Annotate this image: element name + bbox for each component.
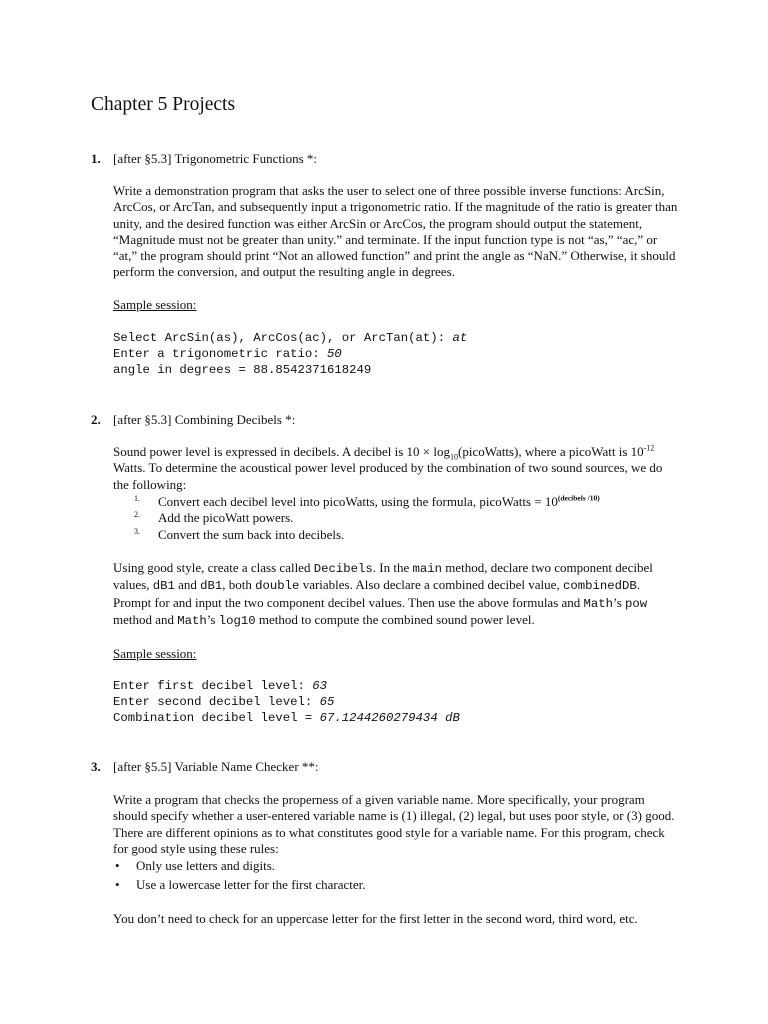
text: Using good style, create a class called bbox=[113, 560, 314, 575]
text: . In the bbox=[372, 560, 413, 575]
text: variables. Also declare a combined decibel value, bbox=[299, 577, 563, 593]
project-2-heading bbox=[91, 412, 295, 428]
session-input: 65 bbox=[319, 695, 335, 709]
code-text: dB1 bbox=[200, 579, 223, 594]
session-line bbox=[113, 710, 679, 726]
closing-paragraph: You don’t need to check for an uppercase letter for the first letter in the second word, third word, etc. bbox=[113, 911, 638, 926]
text: ’s bbox=[613, 594, 625, 610]
list-item bbox=[113, 510, 673, 526]
description-paragraph: Write a program that checks the properness of a given variable name. More specifically, your program should specify whether a user-entered variable name is (1) illegal, (2) legal, but uses poor style, or (3) good. There are different opinions as to what constitutes good style for a variable name. For this program, check for good style using these rules: bbox=[113, 792, 675, 856]
code-text: pow bbox=[625, 596, 648, 611]
project-1-description bbox=[113, 183, 679, 281]
project-1-heading bbox=[91, 151, 317, 167]
list-item bbox=[113, 877, 673, 893]
bullet-icon: • bbox=[115, 858, 120, 873]
intro-text: (picoWatts), where a picoWatt is 10 bbox=[458, 444, 644, 459]
code-text: double bbox=[255, 579, 300, 594]
session-line bbox=[113, 694, 679, 710]
text: , both bbox=[222, 577, 256, 593]
code-text: combinedDB bbox=[562, 579, 637, 594]
description-paragraph: Write a demonstration program that asks the user to select one of three possible inverse functions: ArcSin, ArcCos, or ArcTan, and subsequently input a trigonometric ratio. If the magnitude of the ratio is greater than unity, and the desired function was either ArcSin or ArcCos, the program should output the statement, “Magnitude must not be greater than unity.” and terminate. If the input function type is not “as,” “ac,” or “at,” the program should print “Not an allowed function” and print the angle as “NaN.” Otherwise, it should perform the conversion, and output the resulting angle in degrees. bbox=[113, 183, 678, 280]
times-symbol: × bbox=[422, 444, 431, 459]
step-text: Convert each decibel level into picoWatts, using the formula, picoWatts = 10 bbox=[158, 494, 558, 509]
step-exponent: (decibels /10) bbox=[557, 493, 600, 503]
step-number: 1. bbox=[134, 494, 140, 503]
step-text: Add the picoWatt powers. bbox=[158, 510, 294, 526]
project-number: 1. bbox=[91, 151, 101, 166]
bullet-text: Use a lowercase letter for the first character. bbox=[136, 876, 366, 892]
step-number: 2. bbox=[134, 510, 140, 520]
steps-list bbox=[113, 494, 673, 543]
intro-text: Watts. To determine the acoustical power level produced by the combination of two sound sources, we do the following: bbox=[113, 460, 663, 492]
session-prompt: angle in degrees = 88.8542371618249 bbox=[113, 363, 372, 377]
code-text: Math bbox=[583, 596, 614, 611]
session-line bbox=[113, 330, 679, 346]
project-number: 3. bbox=[91, 759, 101, 774]
code-text: main bbox=[412, 562, 443, 576]
project-heading-text: [after §5.3] Trigonometric Functions *: bbox=[113, 151, 318, 166]
sample-session-label bbox=[113, 646, 679, 662]
project-2-session bbox=[113, 678, 679, 726]
session-prompt: Enter second decibel level: bbox=[113, 695, 320, 709]
list-item bbox=[113, 858, 673, 874]
sample-session-label bbox=[113, 297, 679, 313]
log-base: 10 bbox=[450, 452, 458, 462]
session-input: 67.1244260279434 dB bbox=[319, 711, 460, 725]
project-3-heading bbox=[91, 759, 319, 775]
project-number: 2. bbox=[91, 412, 101, 427]
intro-paragraph bbox=[113, 444, 679, 493]
intro-text: Sound power level is expressed in decibels. A decibel is 10 bbox=[113, 444, 423, 459]
text: . Prompt for and input the two component decibel values. Then use the above formulas and bbox=[113, 577, 640, 610]
code-text: log10 bbox=[218, 613, 256, 628]
session-input: 63 bbox=[312, 679, 328, 693]
text: method and bbox=[113, 611, 178, 627]
list-item bbox=[113, 527, 673, 543]
session-line bbox=[113, 678, 679, 694]
sample-label: Sample session: bbox=[113, 297, 197, 312]
project-3-description bbox=[113, 792, 679, 857]
code-text: Decibels bbox=[313, 562, 373, 576]
code-text: dB1 bbox=[152, 579, 175, 594]
text: and bbox=[174, 577, 201, 593]
project-1-session bbox=[113, 330, 679, 378]
style-paragraph bbox=[113, 560, 679, 629]
step-text: Convert the sum back into decibels. bbox=[158, 526, 345, 542]
sample-label: Sample session: bbox=[113, 646, 197, 661]
project-heading-text: [after §5.3] Combining Decibels *: bbox=[113, 412, 296, 427]
bullet-text: Only use letters and digits. bbox=[136, 858, 276, 873]
project-3-closing bbox=[113, 911, 679, 927]
session-line bbox=[113, 362, 679, 378]
session-prompt: Combination decibel level = bbox=[113, 711, 320, 725]
rules-list bbox=[113, 858, 673, 895]
session-prompt: Enter first decibel level: bbox=[113, 679, 313, 693]
text: method, declare two component decibel values, bbox=[113, 560, 653, 593]
exponent: -12 bbox=[643, 443, 655, 453]
intro-text: log bbox=[430, 444, 450, 459]
session-line bbox=[113, 346, 679, 362]
project-2-intro bbox=[113, 444, 679, 493]
project-2-style-paragraph bbox=[113, 560, 679, 629]
text: method to compute the combined sound power level. bbox=[255, 611, 535, 627]
session-prompt: Enter a trigonometric ratio: bbox=[113, 347, 328, 361]
bullet-icon: • bbox=[115, 876, 120, 892]
list-item bbox=[113, 494, 673, 510]
project-heading-text: [after §5.5] Variable Name Checker **: bbox=[113, 759, 319, 774]
code-text: Math bbox=[177, 613, 207, 628]
page-title: Chapter 5 Projects bbox=[91, 94, 236, 115]
session-prompt: Select ArcSin(as), ArcCos(ac), or ArcTan(at): bbox=[113, 331, 453, 345]
session-input: 50 bbox=[327, 347, 342, 361]
step-number: 3. bbox=[134, 526, 140, 536]
text: ’s bbox=[206, 611, 219, 627]
session-input: at bbox=[452, 331, 468, 345]
